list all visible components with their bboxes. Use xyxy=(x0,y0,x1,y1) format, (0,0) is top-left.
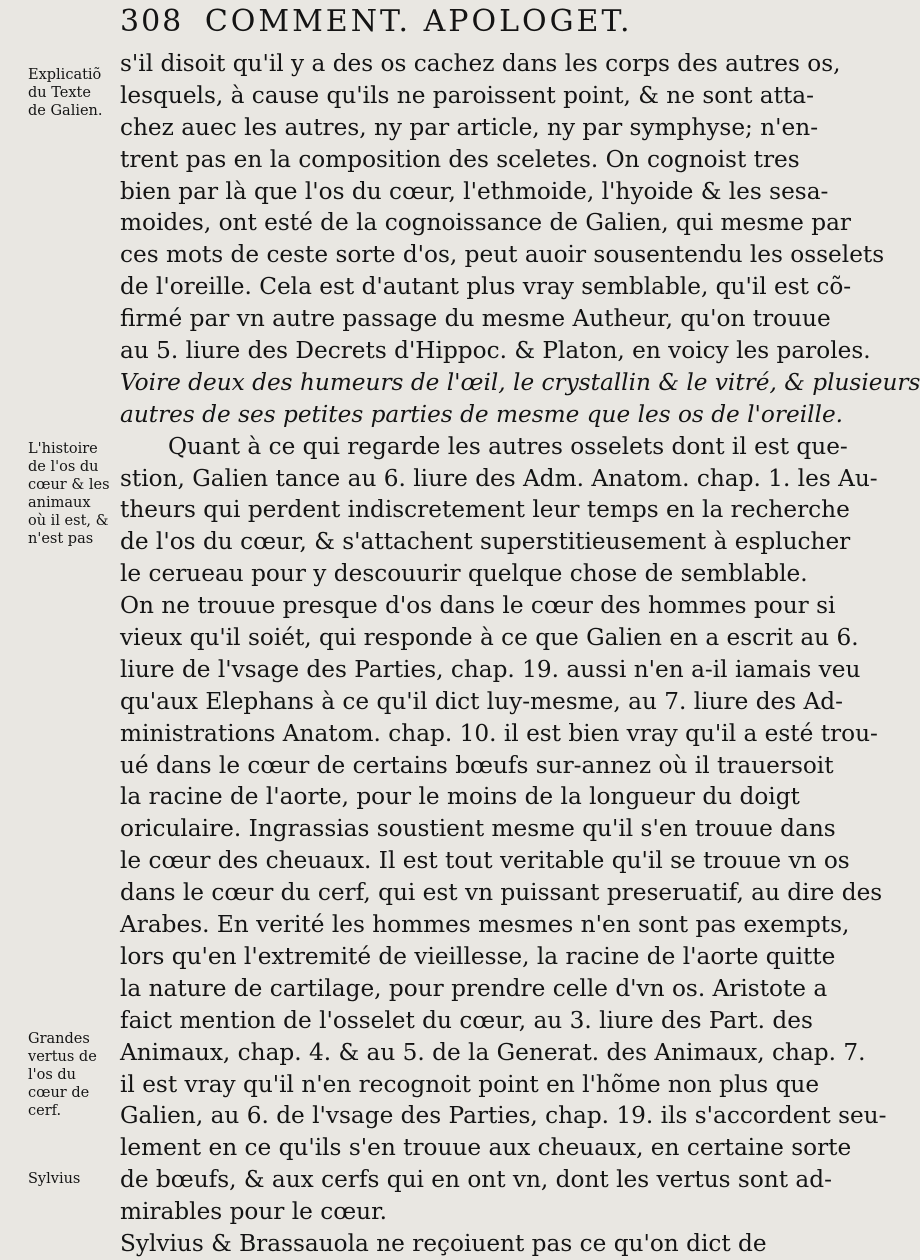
margin-note-line: de l'os du xyxy=(28,459,99,475)
text-line: lesquels, à cause qu'ils ne paroissent point, & ne sont atta- xyxy=(120,81,814,109)
text-line: vieux qu'il soiét, qui responde à ce que Galien en a escrit au 6. xyxy=(120,624,859,652)
margin-note-line: cœur de xyxy=(28,1085,90,1101)
margin-note-line: vertus de xyxy=(28,1049,97,1065)
text-line: firmé par vn autre passage du mesme Autheur, qu'on trouue xyxy=(120,305,831,333)
quotation-line: autres de ses petites parties de mesme que les os de l'oreille. xyxy=(120,400,844,428)
text-line: ministrations Anatom. chap. 10. il est bien vray qu'il a esté trou- xyxy=(120,719,878,747)
margin-note-line: cœur & les xyxy=(28,477,110,493)
text-line: lement en ce qu'ils s'en trouue aux cheuaux, en certaine sorte xyxy=(120,1134,852,1162)
body-text xyxy=(120,48,920,1260)
page-number: 308 xyxy=(120,4,184,39)
text-line: Galien, au 6. de l'vsage des Parties, chap. 19. ils s'accordent seu- xyxy=(120,1102,887,1130)
text-line: le cerueau pour y descouurir quelque chose de semblable. xyxy=(120,560,808,588)
text-line: de l'oreille. Cela est d'autant plus vray semblable, qu'il est cõ- xyxy=(120,273,852,301)
text-line: On ne trouue presque d'os dans le cœur des hommes pour si xyxy=(120,592,836,620)
text-line: lors qu'en l'extremité de vieillesse, la racine de l'aorte quitte xyxy=(120,942,836,970)
text-line: bien par là que l'os du cœur, l'ethmoide, l'hyoide & les sesa- xyxy=(120,177,829,205)
text-line: trent pas en la composition des sceletes. On cognoist tres xyxy=(120,145,800,173)
running-header xyxy=(120,4,633,39)
text-line: Animaux, chap. 4. & au 5. de la Generat. des Animaux, chap. 7. xyxy=(120,1038,866,1066)
text-line: au 5. liure des Decrets d'Hippoc. & Platon, en voicy les paroles. xyxy=(120,337,871,365)
margin-note-line: L'histoire xyxy=(28,441,98,457)
text-line: mirables pour le cœur. xyxy=(120,1198,388,1226)
margin-note-line: cerf. xyxy=(28,1103,62,1119)
text-line: oriculaire. Ingrassias soustient mesme qu'il s'en trouue dans xyxy=(120,815,836,843)
margin-note-sylvius xyxy=(28,1170,120,1188)
text-line: le cœur des cheuaux. Il est tout veritable qu'il se trouue vn os xyxy=(120,847,850,875)
margin-note-vertus xyxy=(28,1030,120,1120)
paragraph-start-line: Quant à ce qui regarde les autres osselets dont il est que- xyxy=(168,432,848,460)
text-line: liure de l'vsage des Parties, chap. 19. aussi n'en a-il iamais veu xyxy=(120,655,861,683)
text-line: Arabes. En verité les hommes mesmes n'en sont pas exempts, xyxy=(120,911,850,939)
text-line: faict mention de l'osselet du cœur, au 3. liure des Part. des xyxy=(120,1006,813,1034)
margin-note-line: l'os du xyxy=(28,1067,77,1083)
margin-note-explication xyxy=(28,66,120,120)
text-line: ces mots de ceste sorte d'os, peut auoir sousentendu les osselets xyxy=(120,241,885,269)
text-line: la nature de cartilage, pour prendre celle d'vn os. Aristote a xyxy=(120,974,828,1002)
text-line: moides, ont esté de la cognoissance de Galien, qui mesme par xyxy=(120,209,851,237)
text-line: qu'aux Elephans à ce qu'il dict luy-mesme, au 7. liure des Ad- xyxy=(120,687,843,715)
text-line: theurs qui perdent indiscretement leur temps en la recherche xyxy=(120,496,850,524)
text-line: de bœufs, & aux cerfs qui en ont vn, dont les vertus sont ad- xyxy=(120,1166,832,1194)
text-line: il est vray qu'il n'en recognoit point en l'hõme non plus que xyxy=(120,1070,820,1098)
margin-note-line: animaux xyxy=(28,495,91,511)
margin-note-line: Grandes xyxy=(28,1031,90,1047)
text-line: la racine de l'aorte, pour le moins de la longueur du doigt xyxy=(120,783,800,811)
running-title: COMMENT. APOLOGET. xyxy=(204,4,633,39)
text-line: de l'os du cœur, & s'attachent superstitieusement à esplucher xyxy=(120,528,851,556)
margin-note-line: Sylvius xyxy=(28,1171,81,1187)
text-line: dans le cœur du cerf, qui est vn puissant preseruatif, au dire des xyxy=(120,879,883,907)
text-line: ué dans le cœur de certains bœufs sur-annez où il trauersoit xyxy=(120,751,834,779)
text-line: stion, Galien tance au 6. liure des Adm. Anatom. chap. 1. les Au- xyxy=(120,464,878,492)
text-line: Sylvius & Brassauola ne reçoiuent pas ce qu'on dict de xyxy=(120,1229,767,1257)
margin-note-line: où il est, & xyxy=(28,513,109,529)
margin-note-line: du Texte xyxy=(28,85,91,101)
text-line: chez auec les autres, ny par article, ny par symphyse; n'en- xyxy=(120,113,819,141)
margin-note-line: Explicatiõ xyxy=(28,67,102,83)
quotation-line: Voire deux des humeurs de l'œil, le crystallin & le vitré, & plusieurs xyxy=(120,368,920,396)
margin-note-line: n'est pas xyxy=(28,531,94,547)
margin-note-histoire xyxy=(28,440,120,548)
text-line: s'il disoit qu'il y a des os cachez dans les corps des autres os, xyxy=(120,50,841,77)
margin-note-line: de Galien. xyxy=(28,103,103,119)
